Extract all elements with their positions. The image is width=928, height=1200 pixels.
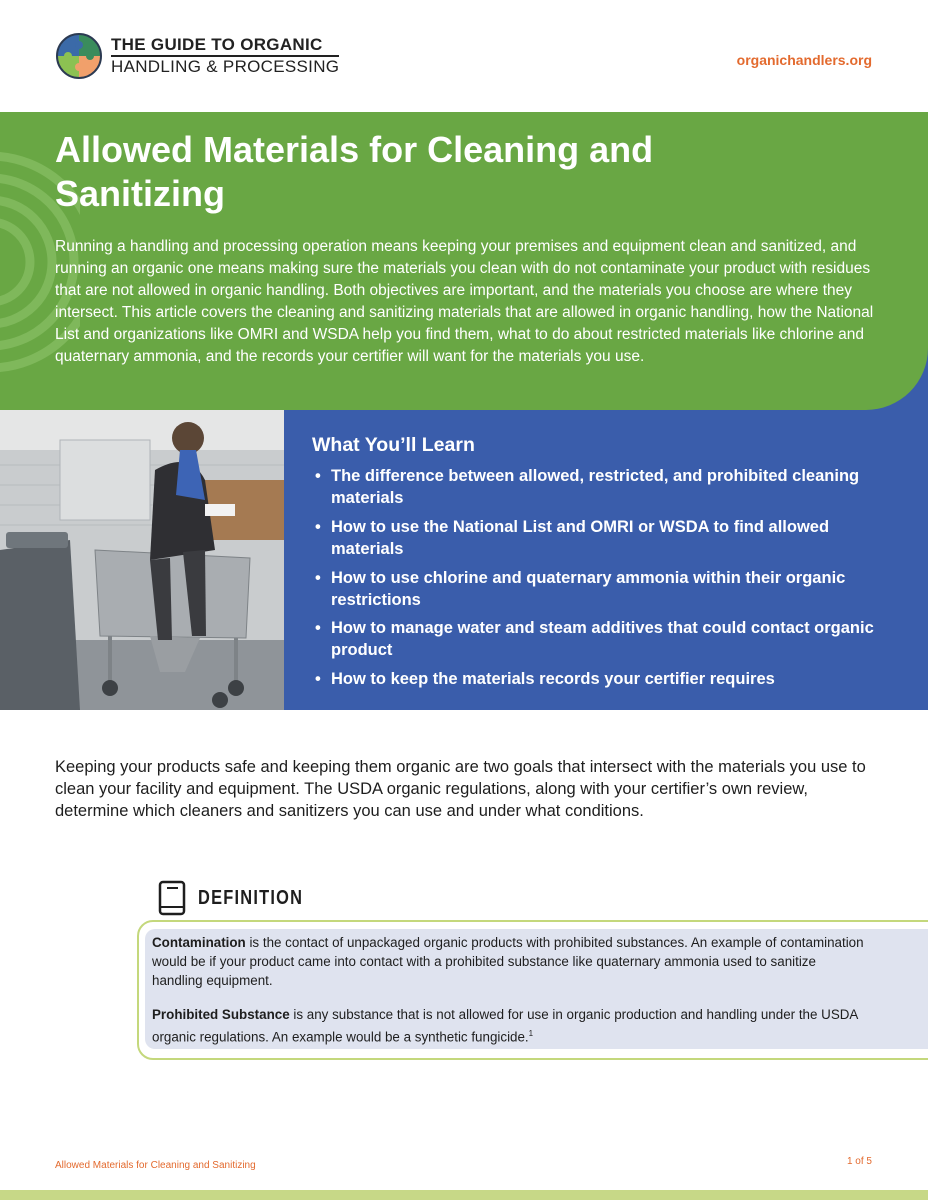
footnote-marker[interactable]: 1 <box>528 1029 534 1038</box>
logo-line-2: HANDLING & PROCESSING <box>111 57 340 76</box>
learn-list-item: • How to use the National List and OMRI or WSDA to find allowed materials <box>312 516 882 560</box>
page-number: 1 of 5 <box>846 1156 872 1167</box>
definition-contamination <box>152 933 870 990</box>
learn-list-item: • How to use chlorine and quaternary ammonia within their organic restrictions <box>312 567 882 611</box>
body-paragraph: Keeping your products safe and keeping them organic are two goals that intersect with the materials you use to clean your facility and equipment. The USDA organic regulations, along with your certifier’s own review, determine which cleaners and sanitizers you can use and under what conditions. <box>55 758 866 820</box>
hero-intro-text: Running a handling and processing operation means keeping your premises and equipment clean and sanitized, and running an organic one means making sure the materials you clean with do not contaminate your product with residues that are not allowed in organic handling. Both objectives are important, and the materials you choose are where they intersect. This article covers the cleaning and sanitizing materials that are allowed in organic handling, how the National List and organizations like OMRI and WSDA help you find them, what to do about restricted materials like chlorine and quaternary ammonia, and the records your certifier will want for the materials you use. <box>55 238 874 365</box>
definition-term: Prohibited Substance <box>152 1007 290 1022</box>
footer-bar <box>0 1190 928 1200</box>
page-title: Allowed Materials for Cleaning and Sanitizing <box>55 129 654 214</box>
puzzle-globe-logo-icon <box>55 32 103 80</box>
learn-heading: What You’ll Learn <box>312 434 475 456</box>
definition-term: Contamination <box>152 935 246 950</box>
definition-prohibited-substance <box>152 1005 870 1046</box>
definition-text: is the contact of unpackaged organic products with prohibited substances. An example of contamination would be if your product came into contact with a prohibited substance like quaternary ammonia used to sanitize handling equipment. <box>152 935 864 988</box>
definition-label: DEFINITION <box>198 887 304 909</box>
worker-cleaning-equipment-photo <box>0 410 284 710</box>
site-url-link[interactable]: organichandlers.org <box>736 52 872 68</box>
learn-list-item: • How to keep the materials records your certifier requires <box>312 668 882 690</box>
site-logo[interactable] <box>55 32 345 82</box>
definition-text: is any substance that is not allowed for use in organic production and handling under the USDA organic regulations. An example would be a synthetic fungicide. <box>152 1007 858 1045</box>
logo-line-1: THE GUIDE TO ORGANIC <box>111 36 339 57</box>
book-icon <box>157 880 187 916</box>
footer-document-title: Allowed Materials for Cleaning and Sanitizing <box>55 1160 256 1171</box>
learn-list-item: • The difference between allowed, restricted, and prohibited cleaning materials <box>312 465 882 509</box>
learn-list <box>312 465 882 697</box>
learn-list-item: • How to manage water and steam additives that could contact organic product <box>312 617 882 661</box>
